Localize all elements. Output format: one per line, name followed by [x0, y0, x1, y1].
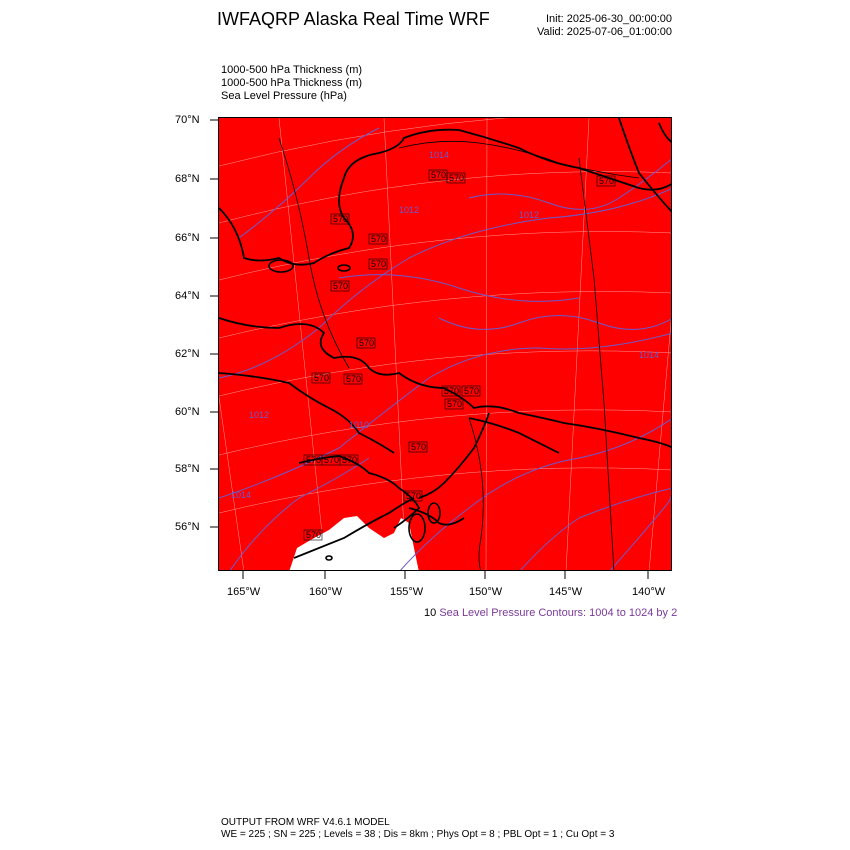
svg-text:570: 570: [406, 491, 422, 501]
contour-label: [445, 399, 463, 409]
map-panel[interactable]: [218, 117, 672, 571]
lon-label: 145°W: [549, 586, 583, 598]
contour-label: [331, 214, 349, 224]
svg-text:570: 570: [411, 442, 427, 452]
contour-label: [462, 386, 480, 396]
svg-text:570: 570: [359, 338, 375, 348]
contour-label: [597, 176, 615, 186]
contour-label: [322, 455, 340, 465]
pressure-label: 1010: [349, 420, 370, 430]
contour-label: [357, 338, 375, 348]
svg-text:570: 570: [324, 455, 340, 465]
svg-text:570: 570: [464, 386, 480, 396]
lat-label: 60°N: [175, 406, 200, 418]
legend-number: 10: [424, 607, 437, 619]
svg-text:570: 570: [599, 176, 615, 186]
lon-label: 155°W: [390, 586, 424, 598]
lon-label: 140°W: [632, 586, 666, 598]
init-time: Init: 2025-06-30_00:00:00: [546, 13, 672, 25]
valid-time: Valid: 2025-07-06_01:00:00: [537, 26, 672, 38]
svg-text:570: 570: [306, 530, 322, 540]
contour-label: [304, 455, 322, 465]
lat-label: 66°N: [175, 232, 200, 244]
lon-label: 160°W: [309, 586, 343, 598]
svg-text:570: 570: [306, 455, 322, 465]
svg-text:570: 570: [444, 386, 460, 396]
contour-label: [304, 530, 322, 540]
lon-label: 165°W: [227, 586, 261, 598]
svg-text:570: 570: [371, 259, 387, 269]
contour-label: [340, 455, 358, 465]
svg-text:570: 570: [342, 455, 358, 465]
contour-label: [404, 491, 422, 501]
field-label-thickness-2: 1000-500 hPa Thickness (m): [221, 77, 363, 89]
contour-label: [447, 173, 465, 183]
lat-label: 56°N: [175, 521, 200, 533]
contour-label: [442, 386, 460, 396]
pressure-label: 1012: [519, 210, 540, 220]
footer-config: WE = 225 ; SN = 225 ; Levels = 38 ; Dis = 8km ; Phys Opt = 8 ; PBL Opt = 1 ; Cu Opt = 3: [221, 829, 615, 840]
contour-legend: [424, 607, 677, 619]
svg-text:570: 570: [333, 214, 349, 224]
svg-text:570: 570: [431, 170, 447, 180]
pressure-label: 1014: [639, 350, 660, 360]
contour-label: [331, 281, 349, 291]
contour-label: [369, 259, 387, 269]
svg-text:570: 570: [449, 173, 465, 183]
field-label-slp: Sea Level Pressure (hPa): [221, 90, 347, 102]
svg-text:570: 570: [333, 281, 349, 291]
lat-label: 64°N: [175, 290, 200, 302]
map-title: IWFAQRP Alaska Real Time WRF: [217, 9, 490, 29]
contour-label: [344, 374, 362, 384]
svg-text:570: 570: [447, 399, 463, 409]
contour-label: [409, 442, 427, 452]
svg-text:570: 570: [314, 373, 330, 383]
pressure-label: 1012: [399, 205, 420, 215]
footer-model: OUTPUT FROM WRF V4.6.1 MODEL: [221, 817, 390, 828]
lat-label: 58°N: [175, 463, 200, 475]
pressure-label: 1014: [429, 150, 450, 160]
lon-label: 150°W: [469, 586, 503, 598]
field-label-thickness-1: 1000-500 hPa Thickness (m): [221, 64, 363, 76]
contour-label: [369, 234, 387, 244]
svg-text:570: 570: [371, 234, 387, 244]
lat-label: 70°N: [175, 114, 200, 126]
lat-label: 62°N: [175, 348, 200, 360]
pressure-label: 1014: [231, 490, 252, 500]
contour-label: [312, 373, 330, 383]
lat-label: 68°N: [175, 173, 200, 185]
contour-label: [429, 170, 447, 180]
svg-text:570: 570: [346, 374, 362, 384]
legend-text: Sea Level Pressure Contours: 1004 to 1024 by 2: [439, 607, 678, 619]
map-canvas: [219, 118, 672, 571]
pressure-label: 1012: [249, 410, 270, 420]
